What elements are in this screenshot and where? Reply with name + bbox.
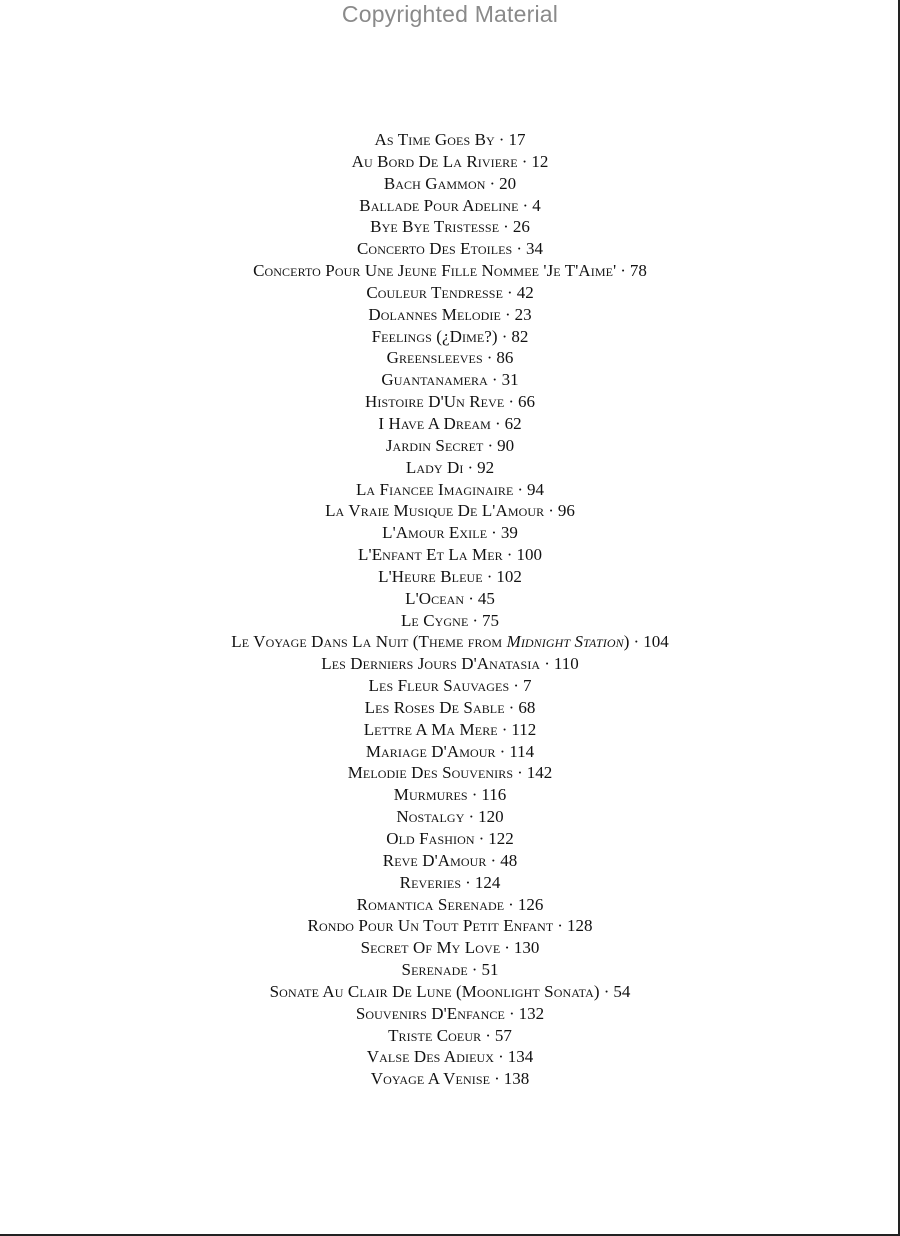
toc-entry-title-text: Secret Of My Love xyxy=(360,938,501,958)
toc-entry-title xyxy=(366,283,503,302)
toc-entry-title xyxy=(396,807,464,826)
toc-entry-separator: · xyxy=(498,130,505,149)
toc-entry-title-text: Lettre A Ma Mere xyxy=(363,719,498,739)
toc-entry xyxy=(0,369,900,391)
toc-entry-title-text: La Vraie Musique De L'Amour xyxy=(325,501,545,521)
toc-entry-page-number: 31 xyxy=(501,370,519,390)
toc-entry-title-text: L'Amour Exile xyxy=(382,523,488,543)
toc-entry-page-number: 128 xyxy=(566,916,593,936)
toc-entry-title-text: Couleur Tendresse xyxy=(366,282,504,302)
toc-entry-separator: · xyxy=(517,763,523,783)
toc-entry-page-number: 45 xyxy=(477,588,495,608)
toc-entry-page-number: 134 xyxy=(507,1047,534,1067)
toc-entry-page-number: 90 xyxy=(497,435,515,455)
toc-entry xyxy=(0,260,900,282)
toc-entry xyxy=(0,151,900,173)
toc-entry xyxy=(0,500,900,522)
toc-entry xyxy=(0,566,900,588)
toc-entry-page-number: 7 xyxy=(522,676,532,696)
toc-entry-title-text: Murmures xyxy=(393,785,468,805)
toc-entry-title-text: Au Bord De La Riviere xyxy=(351,151,518,171)
toc-entry-page-number: 120 xyxy=(478,807,504,827)
toc-entry-title xyxy=(356,480,513,499)
toc-entry-page-number: 54 xyxy=(613,981,631,1001)
toc-entry-page-number: 17 xyxy=(508,130,526,149)
toc-entry xyxy=(0,129,900,151)
toc-entry-separator: · xyxy=(504,938,510,958)
toc-entry-page-number: 104 xyxy=(643,632,669,652)
toc-entry-title xyxy=(365,698,505,717)
toc-entry-separator: · xyxy=(603,981,610,1001)
toc-entry-title xyxy=(369,676,510,695)
toc-entry-page-number: 26 xyxy=(512,217,530,237)
toc-entry-page-number: 132 xyxy=(518,1003,545,1023)
toc-entry-title-text: I Have A Dream xyxy=(378,413,491,433)
toc-entry-page-number: 82 xyxy=(511,326,529,346)
toc-entry-title xyxy=(253,261,616,280)
toc-entry-page-number: 51 xyxy=(481,960,499,980)
toc-entry-separator: · xyxy=(544,654,550,674)
toc-entry-separator: · xyxy=(468,588,474,608)
toc-entry xyxy=(0,784,900,806)
toc-entry-title xyxy=(386,436,484,455)
toc-entry-separator: · xyxy=(494,413,501,433)
toc-entry xyxy=(0,850,900,872)
toc-entry-title-suffix: ) xyxy=(623,632,630,652)
toc-entry xyxy=(0,697,900,719)
toc-entry-title-text: Bye Bye Tristesse xyxy=(370,217,500,237)
toc-entry xyxy=(0,915,900,937)
toc-entry xyxy=(0,675,900,697)
toc-entry-title-text: Bach Gammon xyxy=(383,173,486,193)
toc-entry-separator: · xyxy=(522,195,529,215)
toc-entry-page-number: 102 xyxy=(496,566,522,586)
toc-entry-page-number: 86 xyxy=(496,348,514,368)
table-of-contents xyxy=(0,129,900,1090)
toc-entry xyxy=(0,479,900,501)
toc-entry-title-text: Feelings (¿Dime?) xyxy=(371,326,498,346)
toc-entry xyxy=(0,1003,900,1025)
toc-entry-separator: · xyxy=(513,676,519,696)
toc-entry-page-number: 94 xyxy=(527,479,545,499)
toc-entry-title xyxy=(348,763,513,782)
toc-entry-title-text: Dolannes Melodie xyxy=(368,304,501,324)
toc-entry xyxy=(0,828,900,850)
toc-entry xyxy=(0,719,900,741)
toc-entry xyxy=(0,872,900,894)
toc-entry-title-text: Reve D'Amour xyxy=(382,850,487,870)
toc-entry xyxy=(0,959,900,981)
toc-entry-title-text: Romantica Serenade xyxy=(356,894,505,914)
toc-entry-separator: · xyxy=(498,1047,504,1067)
toc-entry-separator: · xyxy=(620,261,626,281)
toc-entry-title xyxy=(364,720,498,739)
toc-entry-page-number: 57 xyxy=(494,1025,512,1045)
toc-entry-title xyxy=(370,217,499,236)
toc-entry xyxy=(0,653,900,675)
toc-entry-title-text: Les Fleur Sauvages xyxy=(368,676,510,696)
toc-entry-title-text: Ballade Pour Adeline xyxy=(359,195,519,215)
toc-entry xyxy=(0,282,900,304)
toc-entry-separator: · xyxy=(507,282,513,302)
toc-entry-page-number: 96 xyxy=(557,501,575,521)
toc-entry-page-number: 23 xyxy=(514,304,532,324)
toc-entry-separator: · xyxy=(471,960,478,980)
toc-entry-title-text: L'Enfant Et La Mer xyxy=(358,545,503,565)
toc-entry-title xyxy=(352,152,518,171)
toc-entry-title xyxy=(382,523,487,542)
toc-entry-separator: · xyxy=(508,1003,515,1023)
toc-entry-separator: · xyxy=(521,151,528,171)
toc-entry-title xyxy=(371,1069,490,1088)
toc-entry-page-number: 66 xyxy=(517,392,535,412)
toc-entry-separator: · xyxy=(486,348,493,368)
toc-entry-separator: · xyxy=(490,850,497,870)
copyright-watermark: Copyrighted Material xyxy=(341,1,559,27)
toc-entry-title xyxy=(381,370,488,389)
toc-entry-title-text: Voyage A Venise xyxy=(370,1069,491,1089)
toc-entry-title-text: Valse Des Adieux xyxy=(366,1047,495,1067)
toc-entry-title xyxy=(359,196,518,215)
toc-entry-title xyxy=(401,611,468,630)
toc-entry xyxy=(0,762,900,784)
toc-entry-separator: · xyxy=(494,1069,500,1089)
toc-entry-page-number: 68 xyxy=(518,697,536,717)
toc-entry-title-text: Sonate Au Clair De Lune (Moonlight Sonata) xyxy=(269,981,600,1001)
toc-entry-separator: · xyxy=(499,741,506,761)
toc-entry-title-text: Souvenirs D'Enfance xyxy=(355,1003,505,1023)
toc-entry-separator: · xyxy=(467,457,474,477)
toc-entry-page-number: 4 xyxy=(532,195,541,215)
toc-entry-title xyxy=(357,895,505,914)
toc-entry-separator: · xyxy=(501,719,508,739)
toc-entry xyxy=(0,741,900,763)
toc-entry-page-number: 112 xyxy=(511,719,537,739)
toc-entry xyxy=(0,588,900,610)
toc-entry-title xyxy=(321,654,540,673)
toc-entry-title-text: Histoire D'Un Reve xyxy=(365,392,505,412)
toc-entry-title-text: Concerto Pour Une Jeune Fille Nommee 'Je T'Aime' xyxy=(253,261,617,281)
toc-entry-page-number: 12 xyxy=(531,151,549,171)
toc-entry-separator: · xyxy=(508,894,514,914)
toc-entry xyxy=(0,391,900,413)
toc-entry xyxy=(0,173,900,195)
toc-entry-title-text: Old Fashion xyxy=(386,829,475,848)
toc-entry-title-text: Melodie Des Souvenirs xyxy=(347,763,514,783)
toc-entry xyxy=(0,522,900,544)
toc-entry-title-text: Guantanamera xyxy=(381,370,488,390)
toc-entry-title xyxy=(365,392,504,411)
toc-entry-separator: · xyxy=(471,785,478,805)
toc-entry-title xyxy=(402,960,468,979)
toc-entry-title xyxy=(325,501,544,520)
toc-entry-separator: · xyxy=(486,566,493,586)
toc-entry-title xyxy=(384,174,486,193)
toc-entry-page-number: 42 xyxy=(516,282,534,302)
toc-entry-page-number: 126 xyxy=(517,894,544,914)
toc-entry-page-number: 62 xyxy=(504,413,522,433)
toc-entry xyxy=(0,1068,900,1090)
toc-entry-separator: · xyxy=(489,173,496,193)
toc-entry-separator: · xyxy=(491,523,497,543)
toc-entry xyxy=(0,413,900,435)
toc-entry xyxy=(0,347,900,369)
toc-entry-separator: · xyxy=(504,304,511,324)
toc-entry-title-text: Jardin Secret xyxy=(385,435,484,455)
toc-entry xyxy=(0,937,900,959)
toc-entry-page-number: 142 xyxy=(526,763,553,783)
toc-entry xyxy=(0,806,900,828)
toc-entry-page-number: 130 xyxy=(513,938,540,958)
toc-entry-title-text: Greensleeves xyxy=(386,348,483,368)
toc-entry-separator: · xyxy=(491,370,498,390)
toc-entry-title xyxy=(308,916,554,935)
toc-entry xyxy=(0,894,900,916)
toc-entry-separator: · xyxy=(516,239,522,259)
toc-entry-page-number: 92 xyxy=(477,457,495,477)
toc-entry xyxy=(0,195,900,217)
toc-entry xyxy=(0,216,900,238)
toc-entry-separator: · xyxy=(472,610,479,630)
toc-entry-separator: · xyxy=(503,217,509,237)
toc-entry-title-text: La Fiancee Imaginaire xyxy=(355,479,514,499)
toc-entry-title-text: Les Roses De Sable xyxy=(364,697,505,717)
toc-entry xyxy=(0,610,900,632)
toc-entry-title-text: Mariage D'Amour xyxy=(365,741,496,761)
toc-entry-title-italic: Midnight Station xyxy=(506,632,624,652)
toc-entry-title xyxy=(406,458,464,477)
toc-entry-title-text: Le Voyage Dans La Nuit (Theme from xyxy=(231,632,507,652)
toc-entry-title xyxy=(367,1047,494,1066)
toc-entry-page-number: 124 xyxy=(474,872,501,892)
toc-entry xyxy=(0,981,900,1003)
toc-entry-title xyxy=(386,829,474,848)
toc-entry-page-number: 39 xyxy=(500,523,518,543)
toc-entry-page-number: 78 xyxy=(629,261,647,281)
toc-entry-separator: · xyxy=(465,872,471,892)
toc-entry xyxy=(0,326,900,348)
toc-entry xyxy=(0,435,900,457)
toc-entry-page-number: 114 xyxy=(509,741,535,761)
toc-entry-page-number: 100 xyxy=(516,545,542,565)
toc-entry-separator: · xyxy=(468,807,475,827)
toc-entry-title xyxy=(378,567,483,586)
toc-entry-page-number: 110 xyxy=(553,654,579,674)
toc-entry-title-text: Triste Coeur xyxy=(388,1025,482,1045)
toc-entry-separator: · xyxy=(508,697,515,717)
toc-entry-title xyxy=(361,938,501,957)
toc-entry-page-number: 48 xyxy=(500,850,518,870)
toc-entry-page-number: 75 xyxy=(482,610,500,630)
toc-entry-title-text: Rondo Pour Un Tout Petit Enfant xyxy=(307,916,554,936)
toc-entry-title-text: Les Derniers Jours D'Anatasia xyxy=(321,654,541,674)
toc-entry-title xyxy=(400,873,461,892)
toc-entry-page-number: 34 xyxy=(526,239,543,259)
toc-entry-separator: · xyxy=(557,916,563,936)
toc-entry-title-text: Nostalgy xyxy=(396,807,465,827)
toc-entry-title-text: As Time Goes By xyxy=(374,130,495,149)
toc-entry xyxy=(0,457,900,479)
toc-entry-separator: · xyxy=(517,479,524,499)
toc-entry xyxy=(0,631,900,653)
toc-entry-page-number: 20 xyxy=(499,173,517,193)
toc-entry-title-text: Concerto Des Etoiles xyxy=(356,239,513,259)
toc-entry-title-text: Lady Di xyxy=(405,457,464,477)
toc-entry-title xyxy=(378,414,491,433)
toc-entry-separator: · xyxy=(633,632,640,652)
toc-entry-page-number: 122 xyxy=(488,829,514,848)
toc-entry xyxy=(0,238,900,260)
toc-entry-separator: · xyxy=(548,501,554,521)
toc-entry-title xyxy=(394,785,468,804)
toc-entry xyxy=(0,1025,900,1047)
toc-entry-separator: · xyxy=(478,829,485,848)
toc-entry-title xyxy=(405,589,464,608)
toc-entry xyxy=(0,304,900,326)
toc-entry-title xyxy=(356,1004,505,1023)
toc-entry-separator: · xyxy=(487,435,494,455)
toc-entry-separator: · xyxy=(501,326,508,346)
toc-entry-page-number: 116 xyxy=(481,785,507,805)
toc-entry-title-text: Le Cygne xyxy=(400,610,469,630)
toc-entry-title xyxy=(231,632,629,651)
toc-entry-separator: · xyxy=(485,1025,491,1045)
toc-entry-title xyxy=(366,742,496,761)
toc-entry-title-text: L'Heure Bleue xyxy=(378,566,483,586)
toc-entry-title xyxy=(375,130,495,149)
toc-entry xyxy=(0,1046,900,1068)
toc-entry-title xyxy=(358,545,503,564)
toc-entry-separator: · xyxy=(508,392,514,412)
toc-entry-title-text: Reveries xyxy=(399,872,462,892)
toc-entry-title xyxy=(383,851,487,870)
toc-entry-title-text: L'Ocean xyxy=(405,588,465,608)
toc-entry-page-number: 138 xyxy=(503,1069,530,1089)
toc-entry xyxy=(0,544,900,566)
toc-entry-title-text: Serenade xyxy=(401,960,468,980)
toc-entry-title xyxy=(368,305,501,324)
toc-entry-title xyxy=(388,1026,481,1045)
toc-entry-title xyxy=(270,982,600,1001)
toc-entry-title xyxy=(357,239,512,258)
toc-entry-title xyxy=(372,327,498,346)
toc-entry-separator: · xyxy=(506,545,513,565)
toc-entry-title xyxy=(387,348,483,367)
